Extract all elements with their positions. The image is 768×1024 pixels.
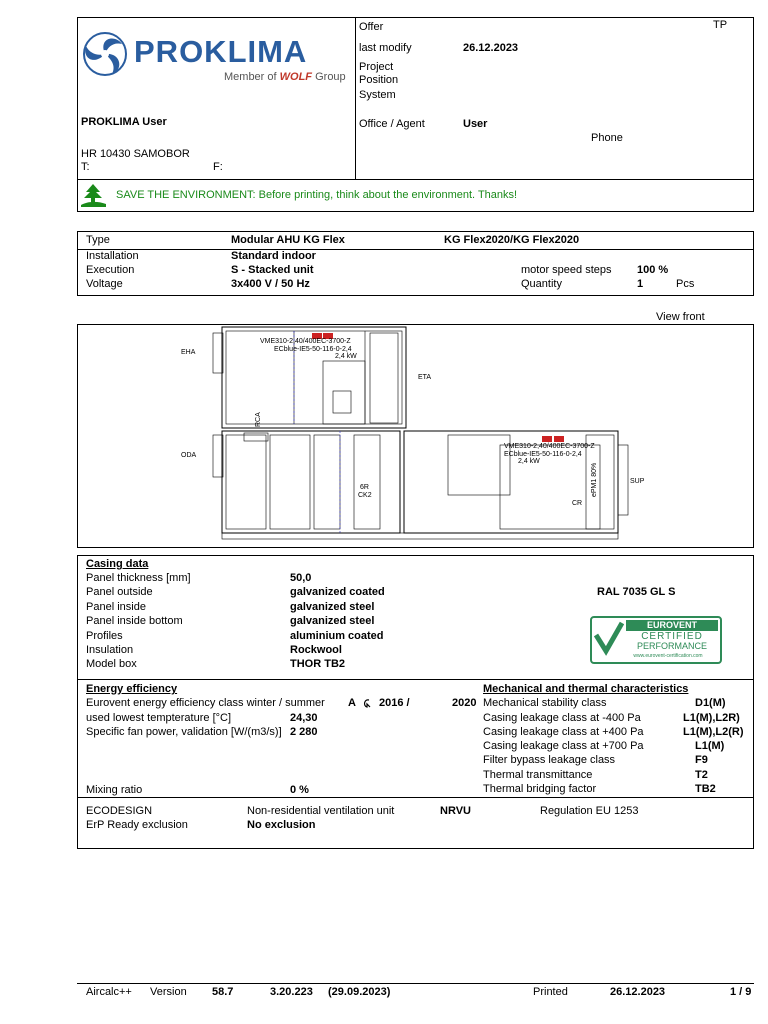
energy-class-label: Eurovent energy efficiency class winter / summer xyxy=(86,697,325,709)
arrow-icon xyxy=(362,698,372,709)
ecodesign-code: NRVU xyxy=(440,805,471,817)
execution-label: Execution xyxy=(86,264,135,276)
type-label: Type xyxy=(86,234,110,246)
ahu-drawing xyxy=(78,325,753,547)
mechanical-row-value: D1(M) xyxy=(695,697,726,709)
footer-build: 3.20.223 xyxy=(270,986,313,998)
fan-top-line1: VME310-2,40/400EC-3700-Z xyxy=(260,338,351,345)
office-value: User xyxy=(463,118,488,130)
coil-label-1: 6R xyxy=(360,484,369,491)
ecodesign-regulation: Regulation EU 1253 xyxy=(540,805,639,817)
mixing-value: 0 % xyxy=(290,784,309,796)
erp-value: No exclusion xyxy=(247,819,316,831)
mechanical-row-label: Mechanical stability class xyxy=(483,697,607,709)
brand-name: PROKLIMA xyxy=(134,34,308,69)
unit-info-separator xyxy=(77,249,754,250)
mechanical-row-value: T2 xyxy=(695,769,708,781)
phone-t-label: T: xyxy=(81,161,90,173)
ecodesign-label: ECODESIGN xyxy=(86,805,153,817)
voltage-label: Voltage xyxy=(86,278,123,290)
mechanical-row-label: Thermal bridging factor xyxy=(483,783,597,795)
casing-row-value: THOR TB2 xyxy=(290,658,345,670)
system-label: System xyxy=(359,89,396,101)
mechanical-title: Mechanical and thermal characteristics xyxy=(483,683,689,695)
proklima-logo-icon xyxy=(80,30,130,78)
fax-f-label: F: xyxy=(213,161,223,173)
environment-note: SAVE THE ENVIRONMENT: Before printing, think about the environment. Thanks! xyxy=(116,189,518,201)
mechanical-row-value: TB2 xyxy=(695,783,716,795)
casing-row-label: Panel outside xyxy=(86,586,153,598)
cr-label: CR xyxy=(572,500,583,507)
casing-row-value: aluminium coated xyxy=(290,630,384,642)
address: HR 10430 SAMOBOR xyxy=(81,148,190,160)
footer-build-date: (29.09.2023) xyxy=(328,986,391,998)
casing-separator xyxy=(77,679,754,680)
energy-sfp-value: 2 280 xyxy=(290,726,318,738)
footer-line xyxy=(77,983,754,984)
energy-temp-value: 24,30 xyxy=(290,712,318,724)
energy-class-year2: 2020 xyxy=(452,697,477,709)
quantity-value: 1 xyxy=(637,278,644,290)
fan-bottom-line1: VME310-2,40/400EC-3700-Z xyxy=(504,443,595,450)
eta-label: ETA xyxy=(418,374,432,381)
office-label: Office / Agent xyxy=(359,118,425,130)
phone-label: Phone xyxy=(591,132,623,144)
last-modify-label: last modify xyxy=(359,42,412,54)
casing-row-value: 50,0 xyxy=(290,572,312,584)
energy-class-value: A xyxy=(348,697,356,709)
eurovent-line1: EUROVENT xyxy=(626,620,718,631)
energy-temp-label: used lowest tempterature [°C] xyxy=(86,712,232,724)
casing-row-label: Insulation xyxy=(86,644,134,656)
mechanical-row-label: Casing leakage class at +400 Pa xyxy=(483,726,644,738)
eurovent-url: www.eurovent-certification.com xyxy=(633,653,703,659)
eurovent-line2: CERTIFIED xyxy=(641,631,703,642)
voltage-value: 3x400 V / 50 Hz xyxy=(231,278,310,290)
oda-label: ODA xyxy=(181,452,197,459)
quantity-label: Quantity xyxy=(521,278,562,290)
fan-top-line3: 2,4 kW xyxy=(335,353,357,360)
casing-row-value: galvanized coated xyxy=(290,586,385,598)
fan-bottom-line2: ECblue-IE5-50-116-0-2,4 xyxy=(504,451,582,458)
footer-version-value: 58.7 xyxy=(212,986,234,998)
casing-row-value: galvanized steel xyxy=(290,601,375,613)
view-label: View front xyxy=(656,311,705,323)
offer-label: Offer xyxy=(359,21,384,33)
fan-top-line2: ECblue-IE5-50-116-0-2,4 xyxy=(274,346,352,353)
mechanical-row-value: L1(M),L2(R) xyxy=(683,726,744,738)
motor-label: motor speed steps xyxy=(521,264,612,276)
mechanical-row-value: L1(M),L2R) xyxy=(683,712,740,724)
coil-label-2: CK2 xyxy=(358,492,372,499)
installation-label: Installation xyxy=(86,250,139,262)
mechanical-row-value: F9 xyxy=(695,754,708,766)
tp-label: TP xyxy=(713,19,728,31)
rca-label: RCA xyxy=(255,412,262,427)
motor-value: 100 % xyxy=(637,264,669,276)
tree-icon xyxy=(80,183,107,207)
wolf-logo: WOLF xyxy=(279,71,313,83)
casing-title: Casing data xyxy=(86,558,149,570)
eha-label: EHA xyxy=(181,349,196,356)
header-separator xyxy=(77,179,754,180)
footer-printed-value: 26.12.2023 xyxy=(610,986,666,998)
position-label: Position xyxy=(359,74,399,86)
casing-row-label: Panel inside xyxy=(86,601,146,613)
casing-row-value: Rockwool xyxy=(290,644,342,656)
execution-value: S - Stacked unit xyxy=(231,264,314,276)
ecodesign-separator xyxy=(77,797,754,798)
casing-row-label: Panel inside bottom xyxy=(86,615,183,627)
mechanical-row-label: Filter bypass leakage class xyxy=(483,754,616,766)
last-modify-value: 26.12.2023 xyxy=(463,42,519,54)
energy-class-year: 2016 / xyxy=(379,697,410,709)
casing-row-value: galvanized steel xyxy=(290,615,375,627)
checkmark-icon xyxy=(594,621,624,657)
brand-sub-suffix: Group xyxy=(315,71,346,83)
eurovent-line3: PERFORMANCE xyxy=(636,641,707,651)
type-model: KG Flex2020/KG Flex2020 xyxy=(444,234,580,246)
eurovent-badge xyxy=(590,616,722,664)
header-divider xyxy=(355,17,356,179)
mixing-label: Mixing ratio xyxy=(86,784,143,796)
footer-app: Aircalc++ xyxy=(86,986,132,998)
casing-row-label: Profiles xyxy=(86,630,123,642)
energy-sfp-label: Specific fan power, validation [W/(m3/s)] xyxy=(86,726,282,738)
footer-version-label: Version xyxy=(150,986,187,998)
mechanical-row-label: Casing leakage class at +700 Pa xyxy=(483,740,644,752)
erp-label: ErP Ready exclusion xyxy=(86,819,188,831)
filter-label: ePM1 80% xyxy=(591,462,598,497)
installation-value: Standard indoor xyxy=(231,250,316,262)
mechanical-row-label: Thermal transmittance xyxy=(483,769,593,781)
brand-sub-prefix: Member of xyxy=(224,71,277,83)
energy-title: Energy efficiency xyxy=(86,683,178,695)
ral-color: RAL 7035 GL S xyxy=(597,586,676,598)
mechanical-row-label: Casing leakage class at -400 Pa xyxy=(483,712,641,724)
casing-row-label: Panel thickness [mm] xyxy=(86,572,191,584)
ecodesign-unit-type: Non-residential ventilation unit xyxy=(247,805,395,817)
type-value: Modular AHU KG Flex xyxy=(231,234,345,246)
sup-label: SUP xyxy=(630,478,645,485)
brand-subtitle xyxy=(224,71,346,83)
quantity-unit: Pcs xyxy=(676,278,695,290)
fan-bottom-line3: 2,4 kW xyxy=(518,458,540,465)
footer-printed-label: Printed xyxy=(533,986,568,998)
casing-row-label: Model box xyxy=(86,658,137,670)
user-name: PROKLIMA User xyxy=(81,116,167,128)
project-label: Project xyxy=(359,61,394,73)
mechanical-row-value: L1(M) xyxy=(695,740,725,752)
footer-page: 1 / 9 xyxy=(730,986,752,998)
